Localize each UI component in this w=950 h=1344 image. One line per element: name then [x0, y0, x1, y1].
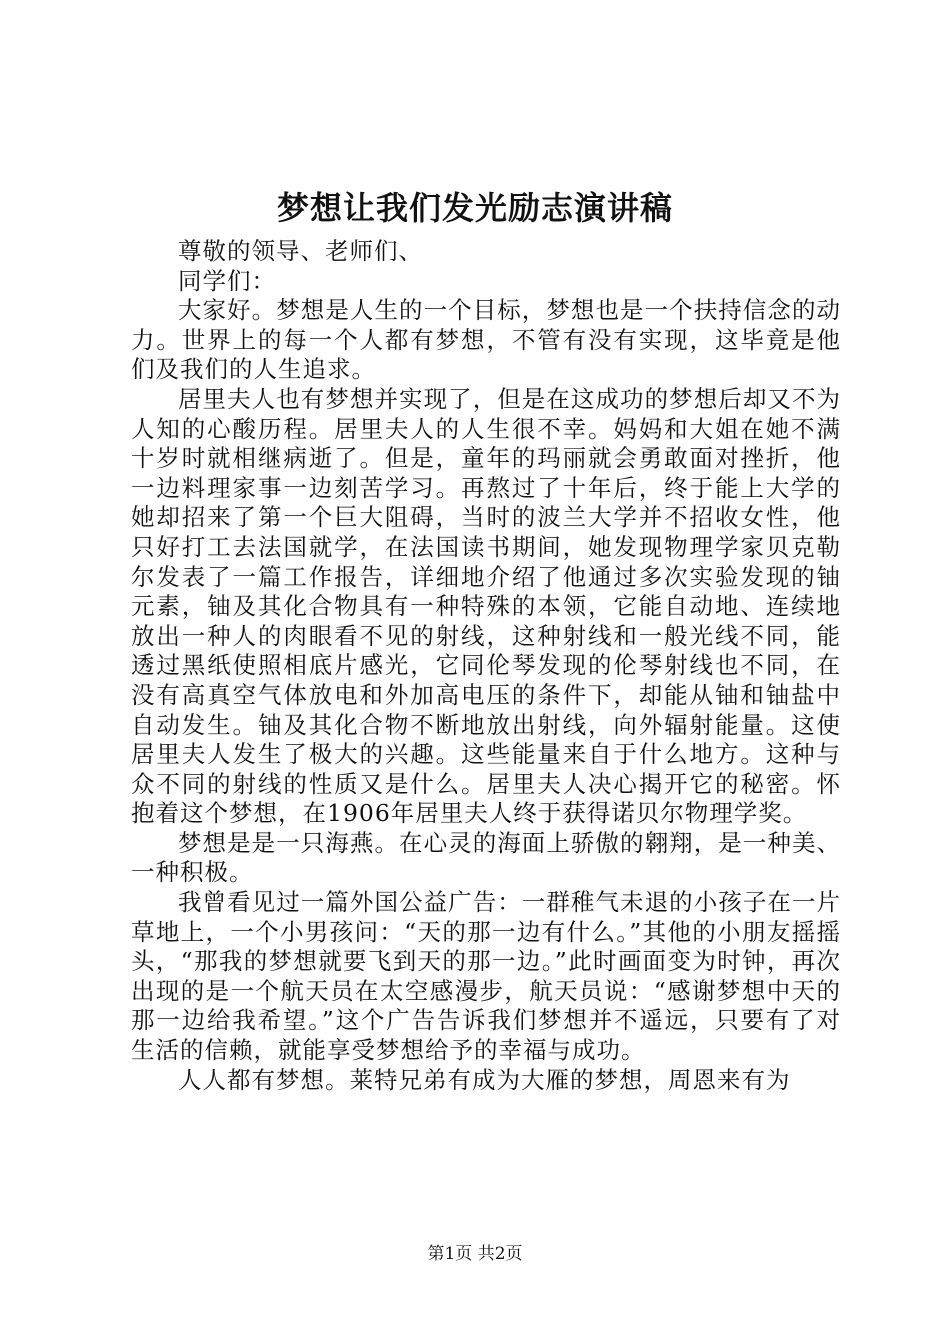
paragraph-everyone-dreams: 人人都有梦想。莱特兄弟有成为大雁的梦想，周恩来有为 — [178, 1065, 791, 1094]
document-body — [131, 237, 841, 1095]
paragraph-advertisement: 我曾看见过一篇外国公益广告：一群稚气未退的小孩子在一片草地上，一个小男孩问：“天的那一边有什么。”其他的小朋友摇摇头，“那我的梦想就要飞到天的那一边。”此时画面变为时钟，再次出现的是一个航天员在太空感漫步，航天员说：“感谢梦想中天的那一边给我希望。”这个广告告诉我们梦想并不遥远，只要有了对生活的信赖，就能享受梦想给予的幸福与成功。 — [131, 888, 841, 1065]
paragraph-intro: 大家好。梦想是人生的一个目标，梦想也是一个扶持信念的动力。世界上的每一个人都有梦想，不管有没有实现，这毕竟是他们及我们的人生追求。 — [131, 296, 841, 384]
paragraph-greeting-students: 同学们： — [178, 266, 276, 295]
paragraph-greeting: 尊敬的领导、老师们、 — [178, 237, 423, 265]
page-footer: 第1页 共2页 — [427, 1244, 523, 1264]
page-title: 梦想让我们发光励志演讲稿 — [276, 189, 673, 227]
paragraph-curie: 居里夫人也有梦想并实现了，但是在这成功的梦想后却又不为人知的心酸历程。居里夫人的人生很不幸。妈妈和大姐在她不满十岁时就相继病逝了。但是，童年的玛丽就会勇敢面对挫折，他一边料理家事一边刻苦学习。再熬过了十年后，终于能上大学的她却招来了第一个巨大阻碍，当时的波兰大学并不招收女性，他只好打工去法国就学，在法国读书期间，她发现物理学家贝克勒尔发表了一篇工作报告，详细地介绍了他通过多次实验发现的铀元素，铀及其化合物具有一种特殊的本领，它能自动地、连续地放出一种人的肉眼看不见的射线，这种射线和一般光线不同，能透过黑纸使照相底片感光，它同伦琴发现的伦琴射线也不同，在没有高真空气体放电和外加高电压的条件下，却能从铀和铀盐中自动发生。铀及其化合物不断地放出射线，向外辐射能量。这使居里夫人发生了极大的兴趣。这些能量来自于什么地方。这种与众不同的射线的性质又是什么。居里夫人决心揭开它的秘密。怀抱着这个梦想，在1906年居里夫人终于获得诺贝尔物理学奖。 — [131, 384, 841, 828]
paragraph-seagull: 梦想是是一只海燕。在心灵的海面上骄傲的翱翔，是一种美、一种积极。 — [131, 828, 841, 887]
